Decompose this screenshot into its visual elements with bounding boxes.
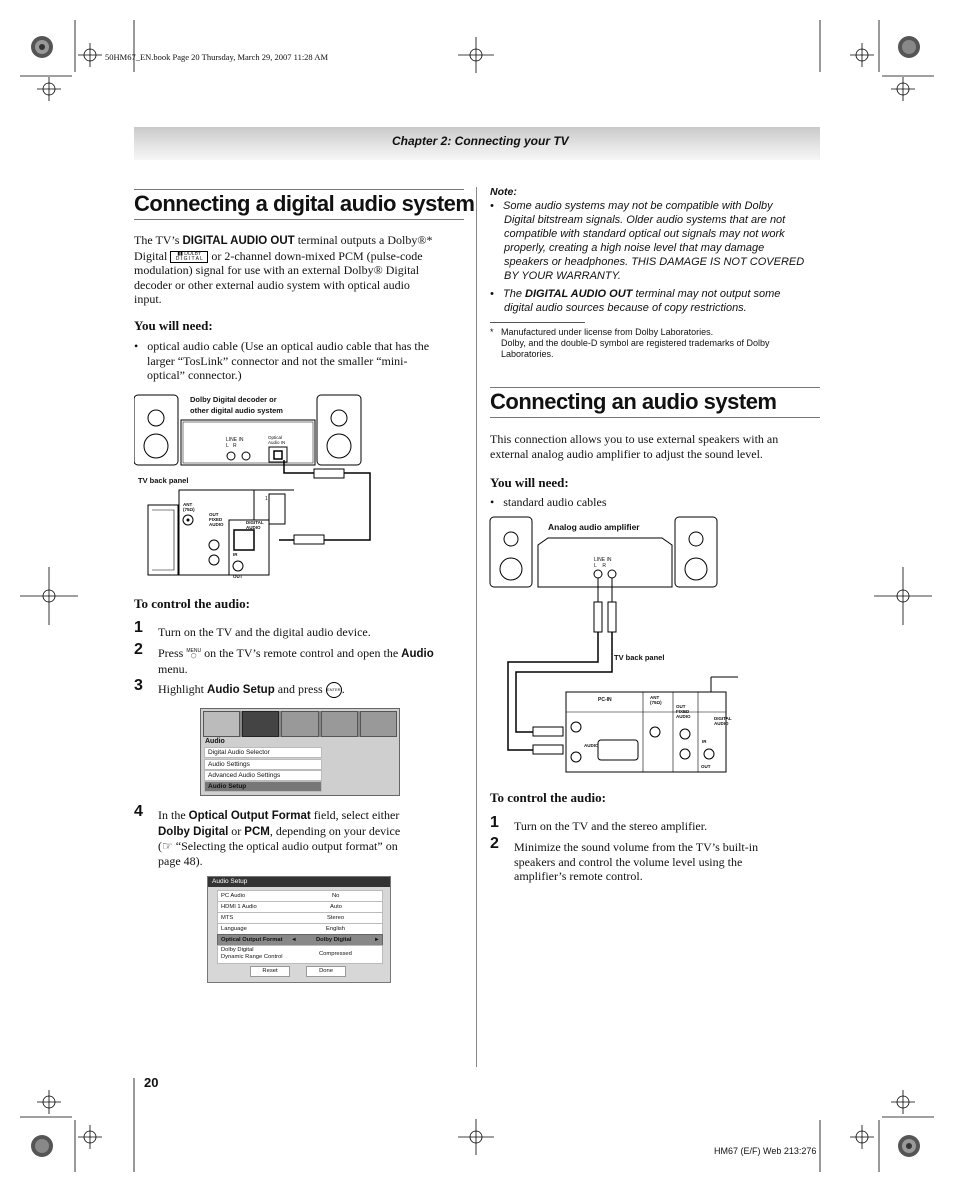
step-2-number: 2 — [490, 835, 499, 852]
setup-title: Audio Setup — [212, 878, 248, 885]
page-number: 20 — [144, 1075, 159, 1090]
menu-item[interactable]: Digital Audio Selector — [204, 747, 322, 758]
title-rule-bottom — [490, 417, 820, 418]
setup-row-selected[interactable]: Optical Output Format ◄ Dolby Digital ► — [217, 934, 383, 946]
step-4-text: In the Optical Output Format field, select either Dolby Digital or PCM, depending on your device (☞ “Selecting the optical audio output format” on page 48). — [158, 808, 401, 868]
column-divider — [476, 187, 477, 1067]
applications-menu-icon — [360, 711, 397, 737]
step-2-number: 2 — [134, 641, 143, 658]
audio-menu-screenshot — [200, 708, 400, 796]
fixed-audio-label: OUT FIXED AUDIO — [209, 512, 224, 527]
reset-button[interactable]: Reset — [250, 966, 290, 977]
optical-in-label: Optical Audio IN — [268, 435, 286, 445]
you-will-need-heading: You will need: — [134, 318, 213, 333]
enter-button-icon: ENTER — [326, 682, 342, 698]
audio-setup-screenshot — [207, 876, 391, 983]
footnote: * Manufactured under license from Dolby Laboratories. Dolby, and the double-D symbol are registered trademarks of Dolby Laboratories. — [490, 327, 770, 359]
note-item-2: • The DIGITAL AUDIO OUT terminal may not output some digital audio sources because of copy restrictions. — [490, 288, 781, 314]
step-1-text: Turn on the TV and the digital audio device. — [158, 625, 371, 639]
ant-label: ANT (75Ω) — [183, 502, 195, 512]
ir-out-label: OUT — [701, 764, 711, 769]
digital-audio-label: DIGITAL AUDIO — [246, 520, 264, 530]
dolby-digital-logo: ▮▮ DOLBY D I G I T A L — [170, 251, 208, 263]
decoder-label: Dolby Digital decoder or other digital audio system — [190, 395, 283, 415]
footnote-rule — [490, 322, 585, 323]
intro-paragraph: The TV’s DIGITAL AUDIO OUT terminal outputs a Dolby®* Digital ▮▮ DOLBY D I G I T A L or 2-channel down-mixed PCM (pulse-code modulation) signal for use with an external Dolby® Digital decoder or other external audio system with optical audio input. — [134, 233, 433, 307]
audio-intro-paragraph: This connection allows you to use external speakers with an external analog audio amplifier to adjust the sound level. — [490, 432, 779, 461]
menu-item-selected[interactable]: Audio Setup — [204, 781, 322, 792]
port-one-label: 1 — [265, 496, 268, 502]
left-arrow-icon[interactable]: ◄ — [291, 937, 297, 943]
line-in-label: LINE IN L R — [226, 437, 244, 449]
lock-menu-icon — [321, 711, 358, 737]
step-1-number: 1 — [134, 619, 143, 636]
chapter-title: Chapter 2: Connecting your TV — [392, 134, 569, 148]
setup-row[interactable]: Dolby Digital Dynamic Range Control Compressed — [217, 945, 383, 964]
ir-out-label: OUT — [233, 574, 243, 579]
need-list-item: • standard audio cables — [490, 495, 607, 509]
setup-row[interactable]: HDMI 1 Audio Auto — [217, 901, 383, 913]
note-item-1: • Some audio systems may not be compatible with Dolby Digital bitstream signals. Older audio systems that are not compatible with standard optical out signals may not work properly, creating a high noise level that may damage speakers or headphones. THIS DAMAGE IS NOT COVERED BY YOUR WARRANTY. — [490, 200, 805, 282]
tv-back-panel-label: TV back panel — [138, 476, 189, 485]
tv-back-panel-label: TV back panel — [614, 653, 665, 662]
need-list-item: • optical audio cable (Use an optical audio cable that has the larger “TosLink” connector and not the smaller “mini- optical” connector.) — [134, 339, 430, 383]
picture-menu-icon — [203, 711, 240, 737]
pc-in-label: PC-IN — [598, 697, 612, 703]
menu-item[interactable]: Audio Settings — [204, 759, 322, 770]
setup-row[interactable]: MTS Stereo — [217, 912, 383, 924]
step-4-number: 4 — [134, 803, 143, 820]
title-rule-top — [134, 189, 464, 190]
audio-label: AUDIO — [584, 743, 599, 748]
analog-audio-diagram — [488, 512, 738, 774]
setup-row[interactable]: Language English — [217, 923, 383, 935]
right-arrow-icon[interactable]: ► — [374, 937, 380, 943]
ir-label: IR — [702, 739, 707, 744]
step-3-text: Highlight Audio Setup and press ENTER. — [158, 682, 345, 698]
fixed-audio-label: OUT FIXED AUDIO — [676, 704, 691, 719]
you-will-need-heading: You will need: — [490, 475, 569, 490]
menu-button-icon: MENU ◯ — [186, 648, 202, 660]
footer-code: HM67 (E/F) Web 213:276 — [714, 1146, 817, 1156]
setup-menu-icon — [281, 711, 318, 737]
setup-row[interactable]: PC Audio No — [217, 890, 383, 902]
step-1-number: 1 — [490, 814, 499, 831]
step-2-text: Press MENU ◯ on the TV’s remote control and open the Audio menu. — [158, 646, 434, 676]
line-in-label: LINE IN L R — [594, 557, 612, 569]
ant-label: ANT (75Ω) — [650, 695, 662, 705]
ir-label: IR — [233, 552, 238, 557]
analog-audio-diagram-art — [488, 512, 738, 774]
control-audio-heading: To control the audio: — [134, 596, 250, 611]
section-title-audio-system: Connecting an audio system — [490, 389, 777, 414]
digital-audio-diagram — [134, 390, 434, 580]
step-2-text: Minimize the sound volume from the TV’s built-in speakers and control the volume level using the amplifier’s remote control. — [514, 840, 759, 884]
title-rule-bottom — [134, 219, 464, 220]
step-3-number: 3 — [134, 677, 143, 694]
menu-icon-bar — [203, 711, 397, 737]
print-header: 50HM67_EN.book Page 20 Thursday, March 29, 2007 11:28 AM — [105, 52, 329, 62]
done-button[interactable]: Done — [306, 966, 346, 977]
control-audio-heading: To control the audio: — [490, 790, 606, 805]
title-rule-top — [490, 387, 820, 388]
amplifier-label: Analog audio amplifier — [548, 522, 640, 532]
section-title-digital-audio: Connecting a digital audio system — [134, 191, 475, 216]
menu-item[interactable]: Advanced Audio Settings — [204, 770, 322, 781]
step-1-text: Turn on the TV and the stereo amplifier. — [514, 819, 708, 833]
audio-menu-icon — [242, 711, 279, 737]
note-heading: Note: — [490, 186, 517, 198]
menu-title: Audio — [205, 738, 225, 745]
digital-audio-label: DIGITAL AUDIO — [714, 716, 732, 726]
